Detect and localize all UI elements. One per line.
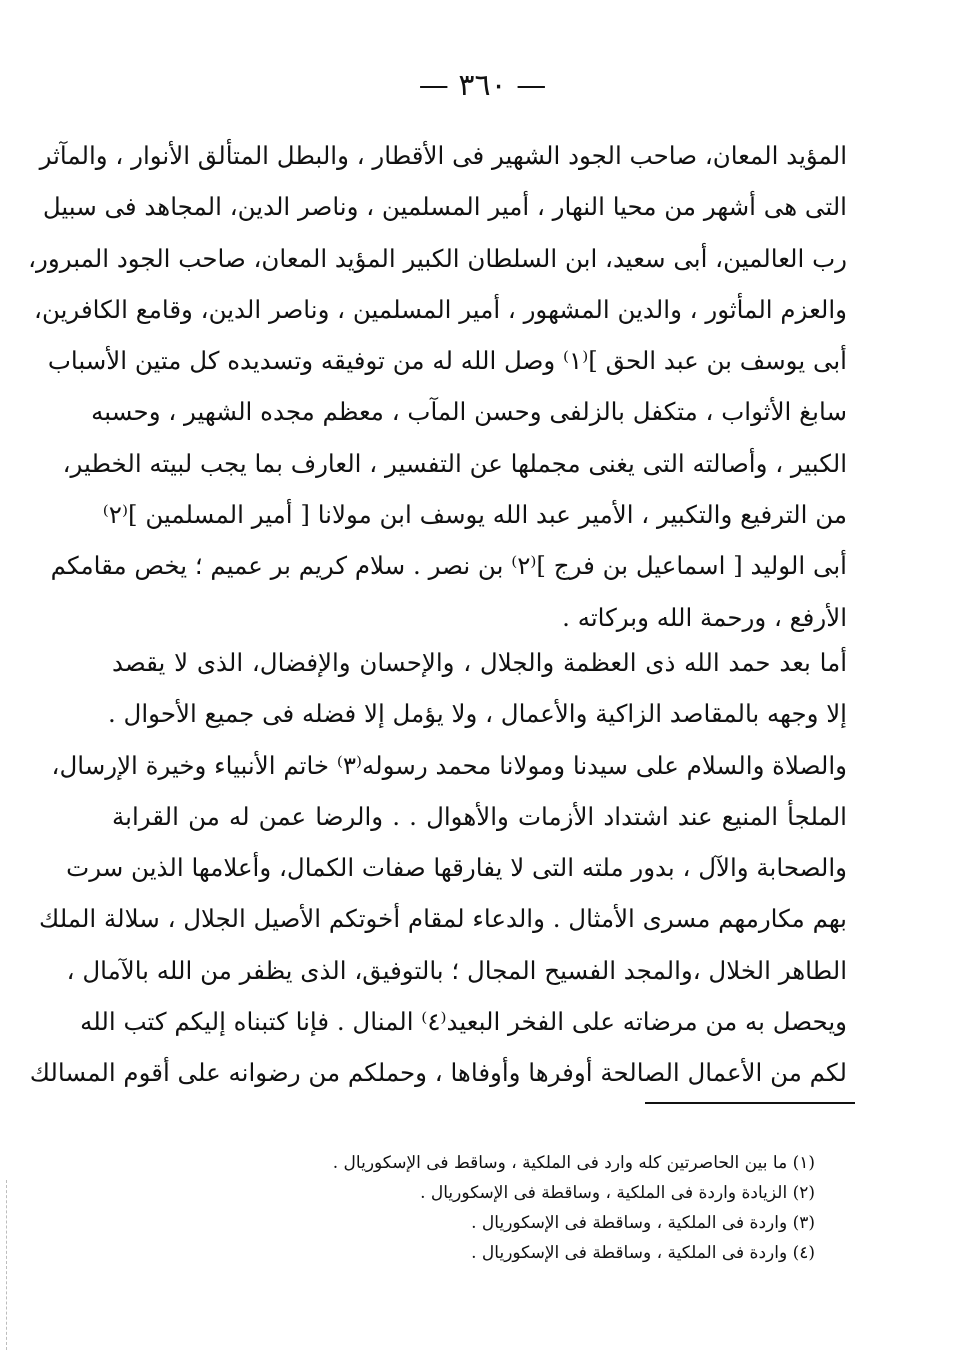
text-line: ويحصل به من مرضاته على الفخر البعيد⁽٤⁾ المنال . فإنا كتبناه إليكم كتب الله [80, 1007, 847, 1037]
text-line: إلا وجهه بالمقاصد الزاكية والأعمال ، ولا يؤمل إلا فضله فى جميع الأحوال . [107, 699, 847, 729]
text-line: الكبير ، وأصالته التى يغنى مجملها عن التفسير ، العارف بما يجب لبيته الخطير، [62, 448, 847, 478]
footnote-divider [645, 1102, 855, 1104]
text-line: أبى الوليد [ اسماعيل بن فرج ]⁽٢⁾ بن نصر . سلام كريم بر عميم ؛ يخص مقامكم [50, 551, 847, 581]
footnote-2: (٢) الزيادة واردة فى الملكية ، وساقطة فى الإسكوريال . [420, 1183, 815, 1203]
text-line: الأرفع ، ورحمة الله وبركاته . [562, 602, 847, 632]
text-line: والصحابة والآل ، بدور ملته التى لا يفارقها صفات الكمال، وأعلامها الذين سرت [66, 853, 847, 883]
text-line: من الترفيع والتكبير ، الأمير عبد الله يوسف ابن مولانا [ أمير المسلمين ]⁽٢⁾ [102, 500, 847, 530]
text-line: لكم من الأعمال الصالحة أوفرها وأوفاها ، وحملكم من رضوانه على أقوم المسالك [29, 1058, 847, 1088]
text-line: والعزم المأثور ، والدين المشهور ، أمير المسلمين ، وناصر الدين، وقامع الكافرين، [34, 294, 847, 324]
footnotes [295, 1148, 815, 1268]
footnote-3: (٣) واردة فى الملكية ، وساقطة فى الإسكوريال . [471, 1213, 815, 1233]
page-number: — ٣٦٠ — [418, 68, 547, 103]
text-line: الطاهر الخلال ،والمجد الفسيح المجال ؛ بالتوفيق، الذى يظفر من الله بالآمال ، [66, 955, 847, 985]
paragraph-2 [29, 637, 847, 1099]
text-line: رب العالمين، أبى سعيد، ابن السلطان الكبير المؤيد المعان، صاحب الجود المبرور، [28, 243, 847, 273]
text-line: أما بعد حمد الله ذى العظمة والجلال ، والإحسان والإفضال، الذى لا يقصد [112, 648, 847, 677]
paragraph-1 [28, 130, 847, 643]
text-line: أبى يوسف بن عبد الحق ]⁽١⁾ وصل الله له من توفيقه وتسديده كل متين الأسباب [47, 346, 847, 376]
text-line: والصلاة والسلام على سيدنا ومولانا محمد رسوله⁽٣⁾ خاتم الأنبياء وخيرة الإرسال، [51, 750, 847, 780]
scan-margin-artifact [6, 1180, 9, 1350]
text-line: الملجأ المنيع عند اشتداد الأزمات والأهوال . . والرضا عمن له من القرابة [112, 801, 847, 831]
footnote-1: (١) ما بين الحاصرتين كله وارد فى الملكية ، وساقط فى الإسكوريال . [332, 1153, 815, 1173]
text-line: المؤيد المعان، صاحب الجود الشهير فى الأقطار ، والبطل المتألق الأنوار ، والمآثر [39, 141, 847, 170]
text-line: بهم مكارمهم مسرى الأمثال . والدعاء لمقام أخوتكم الأصيل الجلال ، سلالة الملك [39, 904, 847, 934]
footnote-4: (٤) واردة فى الملكية ، وساقطة فى الإسكوريال . [471, 1243, 815, 1263]
text-line: سابغ الأثواب ، متكفل بالزلفى وحسن المآب ، معظم مجده الشهير ، وحسبه [91, 397, 847, 427]
text-line: التى هى أشهر من محيا النهار ، أمير المسلمين ، وناصر الدين، المجاهد فى سبيل [42, 192, 847, 222]
